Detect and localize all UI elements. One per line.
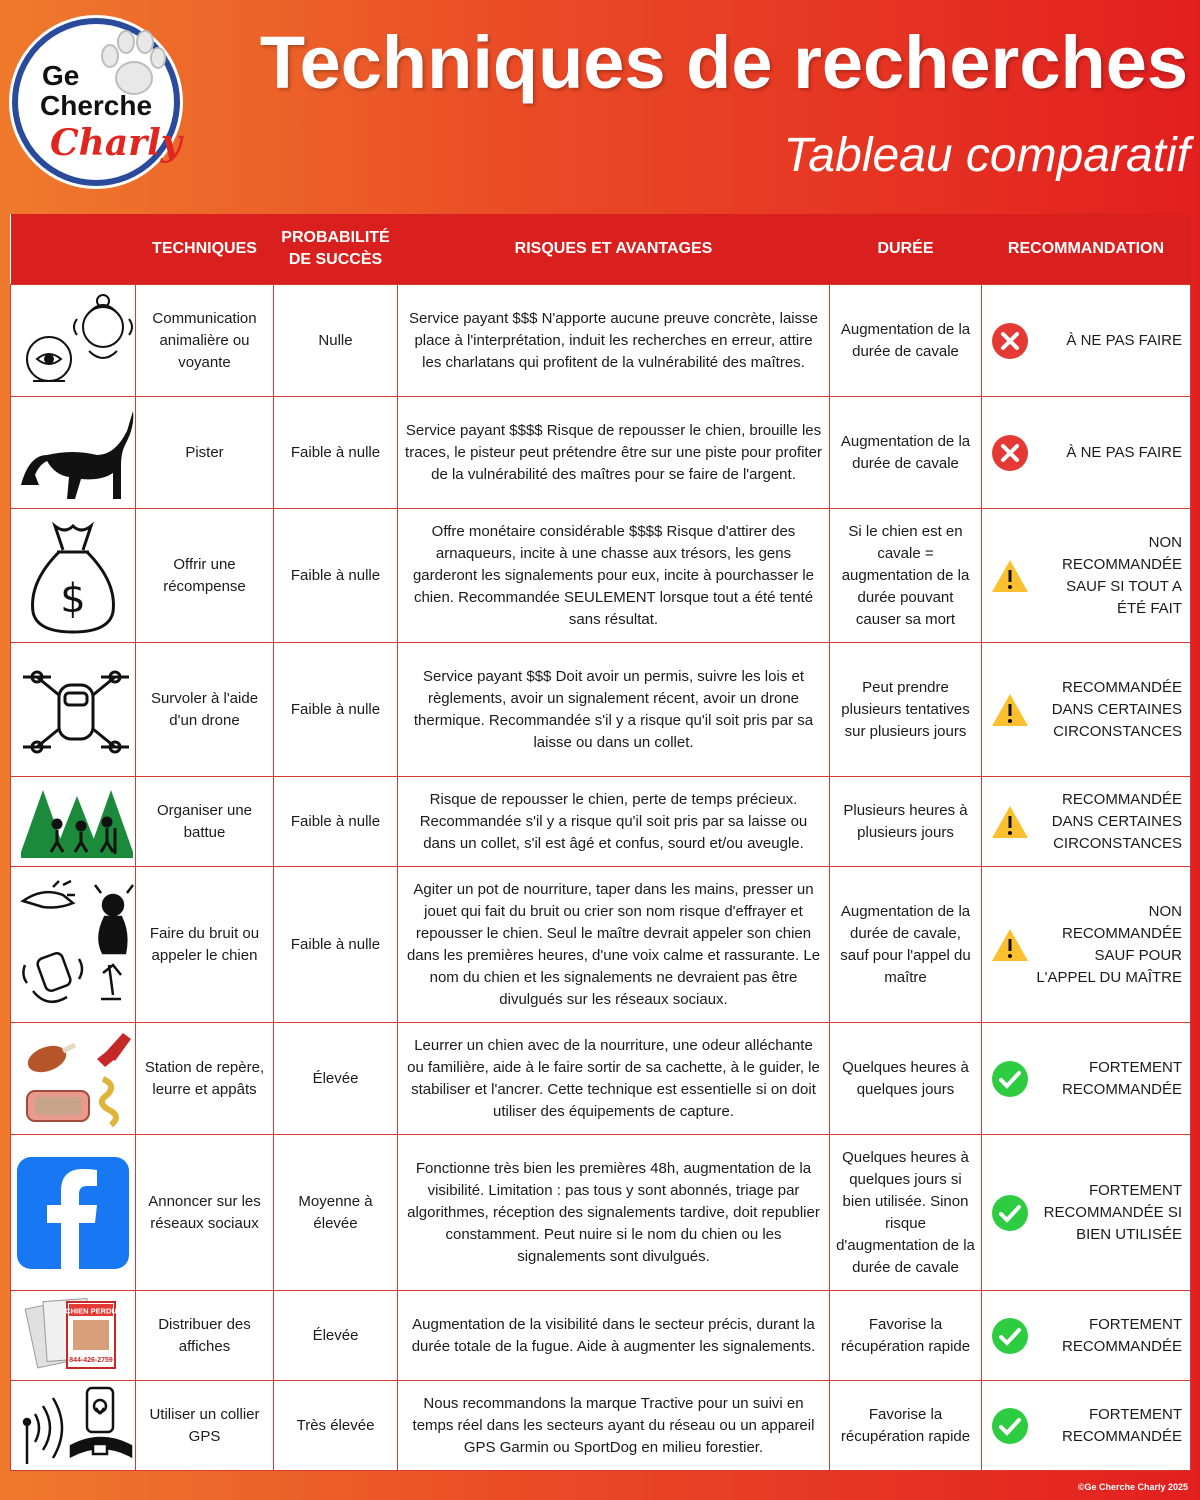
recommendation-text: À NE PAS FAIRE: [1066, 443, 1182, 461]
probability-cell: Moyenne à élevée: [274, 1135, 398, 1291]
duration-cell: Plusieurs heures à plusieurs jours: [830, 777, 982, 867]
recommendation: [988, 1404, 1184, 1448]
recommendation: [988, 322, 1184, 360]
risks-cell: Service payant $$$ Doit avoir un permis, suivre les lois et règlements, avoir un signalement récent, avoir un drone thermique. Recommandée s'il y a risque qu'il soit pris par sa laisse ou dans un collet.: [398, 643, 830, 777]
recommendation: [988, 532, 1184, 620]
warning-icon: [990, 558, 1030, 594]
probability-cell: Faible à nulle: [274, 867, 398, 1023]
probability-cell: Faible à nulle: [274, 509, 398, 643]
duration-cell: Augmentation de la durée de cavale: [830, 397, 982, 509]
cross-icon: [991, 434, 1029, 472]
header-icon-col: [11, 214, 136, 285]
duration-cell: Augmentation de la durée de cavale, sauf pour l'appel du maître: [830, 867, 982, 1023]
recommendation-text: NON RECOMMANDÉE SAUF POUR L'APPEL DU MAÎTRE: [1036, 902, 1182, 986]
technique-cell: Station de repère, leurre et appâts: [136, 1023, 274, 1135]
recommendation: [988, 901, 1184, 989]
technique-cell: Distribuer des affiches: [136, 1291, 274, 1381]
table-row: [11, 643, 1191, 777]
page-subtitle: Tableau comparatif: [783, 129, 1190, 182]
probability-cell: Élevée: [274, 1291, 398, 1381]
noise-clapping-icon: [17, 875, 135, 1015]
facebook-icon: [17, 1157, 129, 1269]
food-lure-icon: [17, 1029, 135, 1129]
table-row: [11, 285, 1191, 397]
header-recommendation: RECOMMANDATION: [982, 214, 1191, 285]
hikers-forest-icon: [17, 782, 135, 862]
header-techniques: TECHNIQUES: [136, 214, 274, 285]
svg-text:$: $: [60, 575, 86, 622]
duration-cell: Augmentation de la durée de cavale: [830, 285, 982, 397]
technique-cell: Communication animalière ou voyante: [136, 285, 274, 397]
recommendation-text: RECOMMANDÉE DANS CERTAINES CIRCONSTANCES: [1051, 790, 1182, 852]
table-row: [11, 397, 1191, 509]
table-header-row: [11, 214, 1191, 285]
table-row: [11, 509, 1191, 643]
duration-cell: Quelques heures à quelques jours si bien utilisée. Sinon risque d'augmentation de la durée de cavale: [830, 1135, 982, 1291]
page-title: Techniques de recherches: [259, 21, 1188, 104]
recommendation: [988, 434, 1184, 472]
recommendation-text: NON RECOMMANDÉE SAUF SI TOUT A ÉTÉ FAIT: [1061, 533, 1182, 617]
comparison-table: [10, 214, 1191, 1471]
table-row: [11, 867, 1191, 1023]
risks-cell: Service payant $$$ N'apporte aucune preuve concrète, laisse place à l'interprétation, induit les recherches en erreur, attire les charlatans qui profitent de la vulnérabilité des maîtres.: [398, 285, 830, 397]
table-row: [11, 1291, 1191, 1381]
probability-cell: Faible à nulle: [274, 777, 398, 867]
duration-cell: Favorise la récupération rapide: [830, 1291, 982, 1381]
technique-cell: Pister: [136, 397, 274, 509]
header-duration: DURÉE: [830, 214, 982, 285]
recommendation: [988, 1314, 1184, 1358]
poster-phone: 844-426-2759: [69, 1356, 113, 1364]
probability-cell: Nulle: [274, 285, 398, 397]
recommendation-text: À NE PAS FAIRE: [1066, 331, 1182, 349]
table-row: [11, 1381, 1191, 1471]
copyright: ©Ge Cherche Charly 2025: [1077, 1482, 1188, 1492]
risks-cell: Risque de repousser le chien, perte de temps précieux. Recommandée s'il y a risque qu'il soit pris par sa laisse ou dans un collet, s'il est âgé et confus, sourd et/ou aveugle.: [398, 777, 830, 867]
cross-icon: [991, 322, 1029, 360]
recommendation-text: FORTEMENT RECOMMANDÉE: [1061, 1315, 1182, 1355]
technique-cell: Organiser une battue: [136, 777, 274, 867]
money-bag-icon: [23, 516, 123, 636]
recommendation-text: FORTEMENT RECOMMANDÉE: [1061, 1405, 1182, 1445]
header-probability: PROBABILITÉ DE SUCCÈS: [274, 214, 398, 285]
duration-cell: Peut prendre plusieurs tentatives sur plusieurs jours: [830, 643, 982, 777]
recommendation-text: FORTEMENT RECOMMANDÉE: [1061, 1058, 1182, 1098]
warning-icon: [990, 927, 1030, 963]
duration-cell: Favorise la récupération rapide: [830, 1381, 982, 1471]
header-risks: RISQUES ET AVANTAGES: [398, 214, 830, 285]
logo-line-1: Ge: [42, 60, 80, 91]
check-icon: [991, 1407, 1029, 1445]
probability-cell: Élevée: [274, 1023, 398, 1135]
table-row: [11, 1023, 1191, 1135]
logo-line-2: Cherche: [40, 90, 153, 121]
gps-collar-icon: [17, 1384, 135, 1468]
logo: [12, 18, 180, 186]
recommendation: [988, 677, 1184, 743]
table-row: [11, 1135, 1191, 1291]
psychic-crystal-ball-icon: [17, 289, 135, 393]
check-icon: [991, 1194, 1029, 1232]
recommendation-text: RECOMMANDÉE DANS CERTAINES CIRCONSTANCES: [1051, 678, 1182, 740]
risks-cell: Offre monétaire considérable $$$$ Risque d'attirer des arnaqueurs, incite à une chasse aux trésors, les gens garderont les signalements pour eux, incite à pourchasser le chien. Recommandée SEULEMENT lorsque tout a été tenté sans résultat.: [398, 509, 830, 643]
poster-title: CHIEN PERDU: [65, 1306, 117, 1315]
risks-cell: Fonctionne très bien les premières 48h, augmentation de la visibilité. Limitation : pas tous y sont abonnés, triage par algorithmes, réception des signalements tardive, doit republier constamment. Peut nuire si le nom du chien ou les signalements sont divulgués.: [398, 1135, 830, 1291]
tracking-dog-icon: [17, 403, 135, 503]
check-icon: [991, 1317, 1029, 1355]
risks-cell: Leurrer un chien avec de la nourriture, une odeur alléchante ou familière, aide à le faire sortir de sa cachette, à le guider, le stabiliser et l'ancrer. Cette technique est essentielle si on doit utiliser des équipements de capture.: [398, 1023, 830, 1135]
probability-cell: Très élevée: [274, 1381, 398, 1471]
risks-cell: Agiter un pot de nourriture, taper dans les mains, presser un jouet qui fait du bruit ou crier son nom risque d'effrayer et repousser le chien. Seul le maître devrait appeler son chien dans les premières heures, d'une voix calme et rassurante. Le nom du chien et les signalements ne devraient pas être divulgués sur les réseaux sociaux.: [398, 867, 830, 1023]
risks-cell: Service payant $$$$ Risque de repousser le chien, brouille les traces, le pisteur peut prétendre être sur une piste pour profiter de la vulnérabilité des maîtres pour se faire de l'argent.: [398, 397, 830, 509]
probability-cell: Faible à nulle: [274, 397, 398, 509]
warning-icon: [990, 804, 1030, 840]
technique-cell: Annoncer sur les réseaux sociaux: [136, 1135, 274, 1291]
posters-icon: [23, 1294, 123, 1378]
check-icon: [991, 1060, 1029, 1098]
recommendation: [988, 1057, 1184, 1101]
recommendation: [988, 1180, 1184, 1246]
risks-cell: Nous recommandons la marque Tractive pour un suivi en temps réel dans les secteurs ayant du réseau ou un appareil GPS Garmin ou SportDog en milieu forestier.: [398, 1381, 830, 1471]
duration-cell: Quelques heures à quelques jours: [830, 1023, 982, 1135]
probability-cell: Faible à nulle: [274, 643, 398, 777]
technique-cell: Faire du bruit ou appeler le chien: [136, 867, 274, 1023]
duration-cell: Si le chien est en cavale = augmentation de la durée pouvant causer sa mort: [830, 509, 982, 643]
table-row: [11, 777, 1191, 867]
technique-cell: Utiliser un collier GPS: [136, 1381, 274, 1471]
recommendation: [988, 789, 1184, 855]
technique-cell: Survoler à l'aide d'un drone: [136, 643, 274, 777]
recommendation-text: FORTEMENT RECOMMANDÉE SI BIEN UTILISÉE: [1043, 1181, 1182, 1243]
logo-line-3: Charly: [50, 122, 182, 164]
risks-cell: Augmentation de la visibilité dans le secteur précis, durant la durée totale de la fugue. Aide à augmenter les signalements.: [398, 1291, 830, 1381]
warning-icon: [990, 692, 1030, 728]
technique-cell: Offrir une récompense: [136, 509, 274, 643]
drone-icon: [17, 655, 135, 765]
